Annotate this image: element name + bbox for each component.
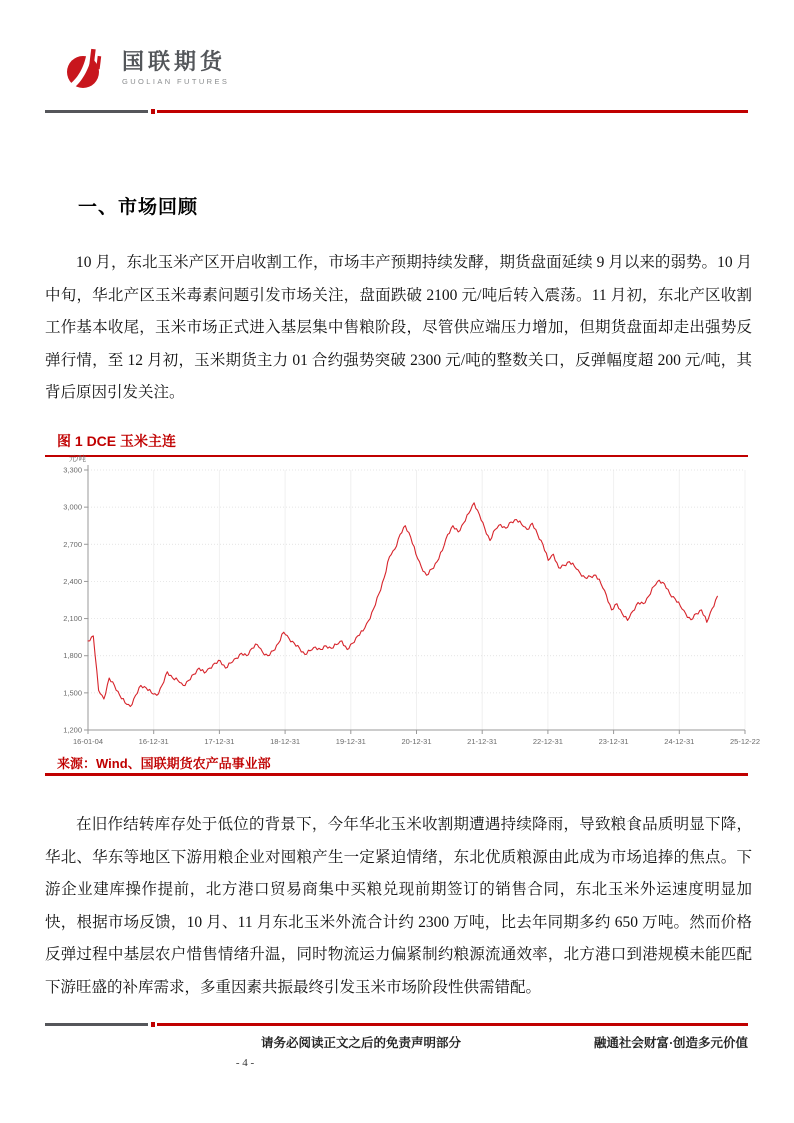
- svg-text:3,000: 3,000: [63, 502, 82, 512]
- logo-company-name-en: GUOLIAN FUTURES: [122, 77, 230, 86]
- svg-text:2,700: 2,700: [63, 539, 82, 549]
- svg-text:20-12-31: 20-12-31: [401, 737, 432, 746]
- svg-text:16-01-04: 16-01-04: [72, 737, 104, 746]
- footer-rule: [45, 1022, 748, 1027]
- svg-text:1,800: 1,800: [63, 651, 82, 661]
- header-rule-red-segment: [157, 110, 748, 113]
- figure-source: 来源：Wind、国联期货农产品事业部: [57, 756, 271, 771]
- svg-text:23-12-31: 23-12-31: [598, 737, 629, 746]
- paragraph-market-review-1: 10 月，东北玉米产区开启收割工作，市场丰产预期持续发酵，期货盘面延续 9 月以来的弱势。10 月中旬，华北产区玉米毒素问题引发市场关注，盘面跌破 2100 元/吨后转入震荡。11 月初，东北产区收割工作基本收尾，玉米市场正式进入基层集中售粮阶段，尽管供应端压力增加，但期货盘面却走出强势反弹行情，至 12 月初，玉米期货主力 01 合约强势突破 2300 元/吨的整数关口，反弹幅度超 200 元/吨，其背后原因引发关注。: [45, 254, 752, 401]
- logo-mark-icon: [64, 44, 112, 92]
- svg-text:2,400: 2,400: [63, 576, 82, 586]
- header-rule: [45, 109, 748, 114]
- svg-text:16-12-31: 16-12-31: [138, 737, 169, 746]
- svg-text:1,200: 1,200: [63, 725, 82, 735]
- figure-caption-rule: [45, 455, 748, 457]
- footer-slogan: 融通社会财富·创造多元价值: [593, 1036, 748, 1050]
- section-heading: 一、市场回顾: [78, 197, 199, 218]
- logo-text: [122, 50, 229, 86]
- svg-text:元/吨: 元/吨: [68, 454, 86, 463]
- price-line-chart: [45, 454, 761, 751]
- svg-text:22-12-31: 22-12-31: [532, 737, 563, 746]
- svg-text:19-12-31: 19-12-31: [335, 737, 366, 746]
- figure-caption: 图 1 DCE 玉米主连: [57, 433, 177, 449]
- svg-text:2,100: 2,100: [63, 614, 82, 624]
- svg-text:17-12-31: 17-12-31: [204, 737, 235, 746]
- paragraph-market-review-2: 在旧作结转库存处于低位的背景下，今年华北玉米收割期遭遇持续降雨，导致粮食品质明显下降，华北、华东等地区下游用粮企业对囤粮产生一定紧迫情绪，东北优质粮源由此成为市场追捧的焦点。下游企业建库操作提前，北方港口贸易商集中买粮兑现前期签订的销售合同，东北玉米外运速度明显加快，根据市场反馈，10 月、11 月东北玉米外流合计约 2300 万吨，比去年同期多约 650 万吨。然而价格反弹过程中基层农户惜售情绪升温，同时物流运力偏紧制约粮源流通效率，北方港口到港规模未能匹配下游旺盛的补库需求，多重因素共振最终引发玉米市场阶段性供需错配。: [45, 816, 752, 996]
- svg-text:18-12-31: 18-12-31: [270, 737, 301, 746]
- company-logo: [64, 44, 229, 92]
- logo-company-name: 国联期货: [122, 49, 227, 74]
- footer-rule-red-segment: [157, 1023, 748, 1026]
- figure-chart: [45, 454, 761, 751]
- svg-text:21-12-31: 21-12-31: [467, 737, 498, 746]
- svg-text:1,500: 1,500: [63, 688, 82, 698]
- page-number: - 4 -: [235, 1057, 255, 1069]
- svg-text:25-12-22: 25-12-22: [729, 737, 761, 746]
- header-rule-gray-segment: [45, 110, 148, 113]
- svg-text:24-12-31: 24-12-31: [664, 737, 695, 746]
- footer-rule-gray-segment: [45, 1023, 148, 1026]
- figure-bottom-rule: [45, 773, 748, 776]
- footer-disclaimer: 请务必阅读正文之后的免责声明部分: [260, 1036, 461, 1050]
- svg-text:3,300: 3,300: [63, 465, 82, 475]
